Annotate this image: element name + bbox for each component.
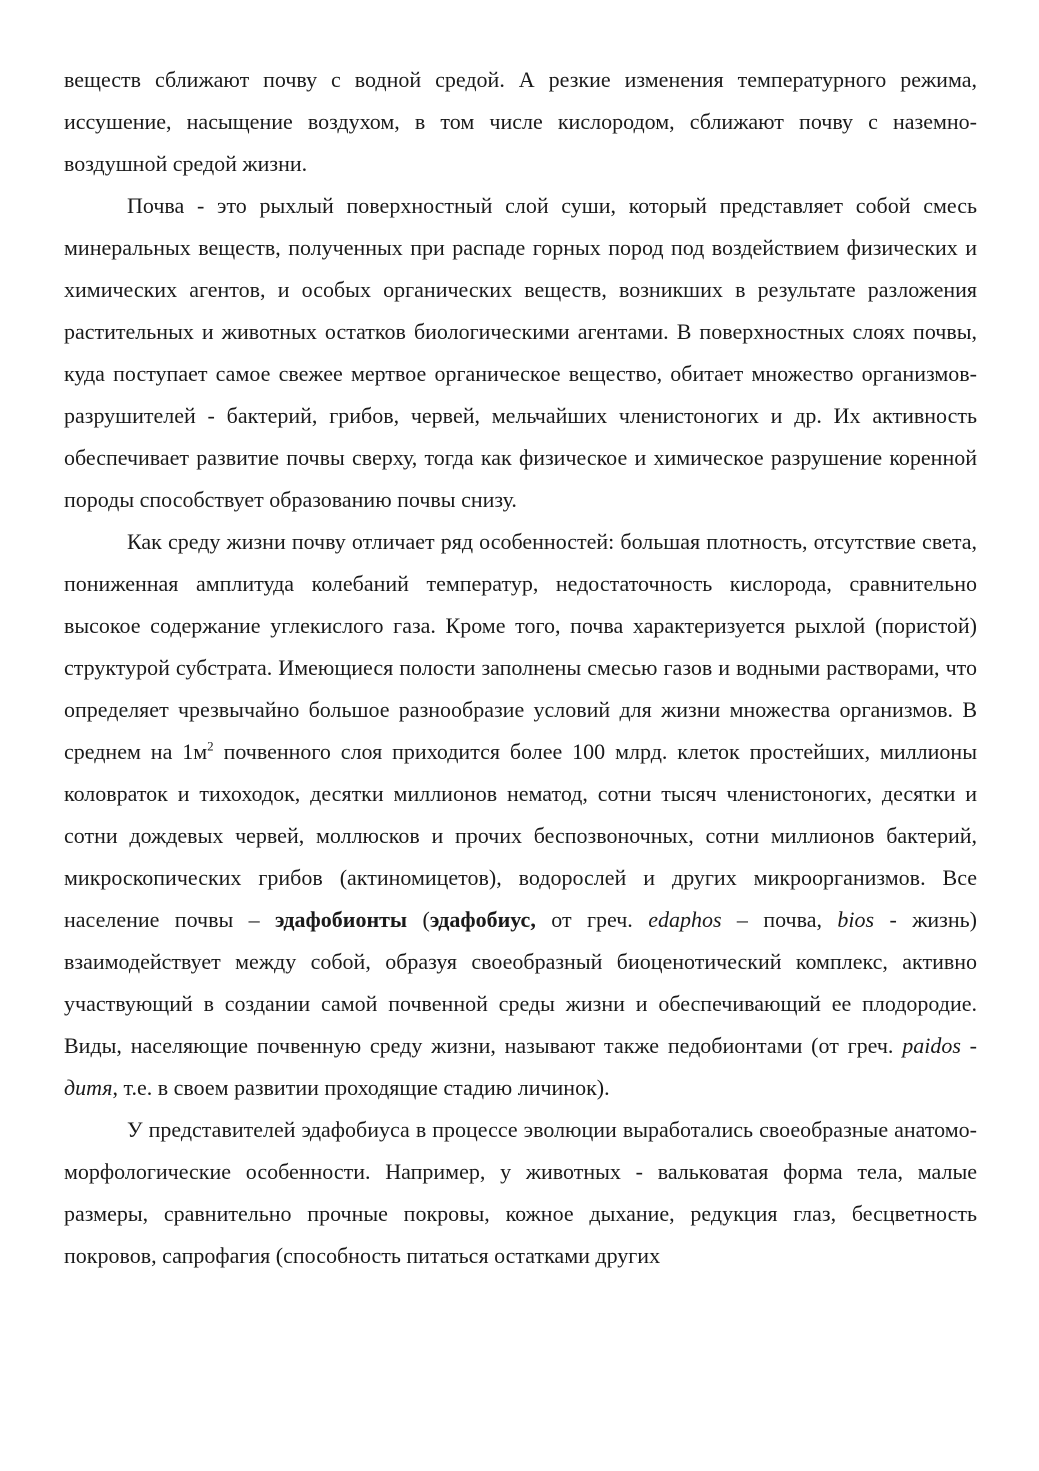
superscript-2: 2 bbox=[207, 738, 214, 754]
paragraph-3-text-4: от греч. bbox=[535, 907, 649, 932]
paragraph-3-text-7: , т.е. в своем развитии проходящие стадию личинок). bbox=[112, 1075, 610, 1100]
term-edaphos: edaphos bbox=[648, 907, 722, 932]
paragraph-3 bbox=[64, 521, 977, 1109]
term-edaphobius: эдафобиус, bbox=[429, 907, 536, 932]
paragraph-2: Почва - это рыхлый поверхностный слой суши, который представляет собой смесь минеральных веществ, полученных при распаде горных пород под воздействием физических и химических агентов, и особых органических веществ, возникших в результате разложения растительных и животных остатков биологическими агентами. В поверхностных слоях почвы, куда поступает самое свежее мертвое органическое вещество, обитает множество организмов-разрушителей - бактерий, грибов, червей, мельчайших членистоногих и др. Их активность обеспечивает развитие почвы сверху, тогда как физическое и химическое разрушение коренной породы способствует образованию почвы снизу. bbox=[64, 193, 977, 512]
term-bios: bios bbox=[837, 907, 875, 932]
term-paidos: paidos - дитя bbox=[64, 1033, 978, 1100]
paragraph-3-text-1: Как среду жизни почву отличает ряд особенностей: большая плотность, отсутствие света, пониженная амплитуда колебаний температур, недостаточность кислорода, сравнительно высокое содержание углекислого газа. Кроме того, почва характеризуется рыхлой (пористой) структурой субстрата. Имеющиеся полости заполнены смесью газов и водными растворами, что определяет чрезвычайно большое разнообразие условий для жизни множества организмов. В среднем на 1м bbox=[64, 529, 977, 764]
term-edaphobionty: эдафобионты bbox=[275, 907, 408, 932]
paragraph-3-text-2: почвенного слоя приходится более 100 млрд. клеток простейших, миллионы коловраток и тихоходок, десятки миллионов нематод, сотни тысяч членистоногих, десятки и сотни дождевых червей, моллюсков и прочих беспозвоночных, сотни миллионов бактерий, микроскопических грибов (актиномицетов), водорослей и других микроорганизмов. Все население почвы – bbox=[64, 739, 977, 932]
document-page bbox=[64, 59, 977, 1277]
paragraph-3-text-5: – почва, bbox=[721, 907, 838, 932]
paragraph-3-text-3: ( bbox=[407, 907, 430, 932]
paragraph-3-text-6: - жизнь) взаимодействует между собой, образуя своеобразный биоценотический комплекс, активно участвующий в создании самой почвенной среды жизни и обеспечивающий ее плодородие. Виды, населяющие почвенную среду жизни, называют также педобионтами (от греч. bbox=[64, 907, 977, 1058]
paragraph-1: веществ сближают почву с водной средой. А резкие изменения температурного режима, иссушение, насыщение воздухом, в том числе кислородом, сближают почву с наземно-воздушной средой жизни. bbox=[64, 67, 977, 176]
paragraph-4: У представителей эдафобиуса в процессе эволюции выработались своеобразные анатомо-морфологические особенности. Например, у животных - вальковатая форма тела, малые размеры, сравнительно прочные покровы, кожное дыхание, редукция глаз, бесцветность покровов, сапрофагия (способность питаться остатками других bbox=[64, 1117, 977, 1268]
